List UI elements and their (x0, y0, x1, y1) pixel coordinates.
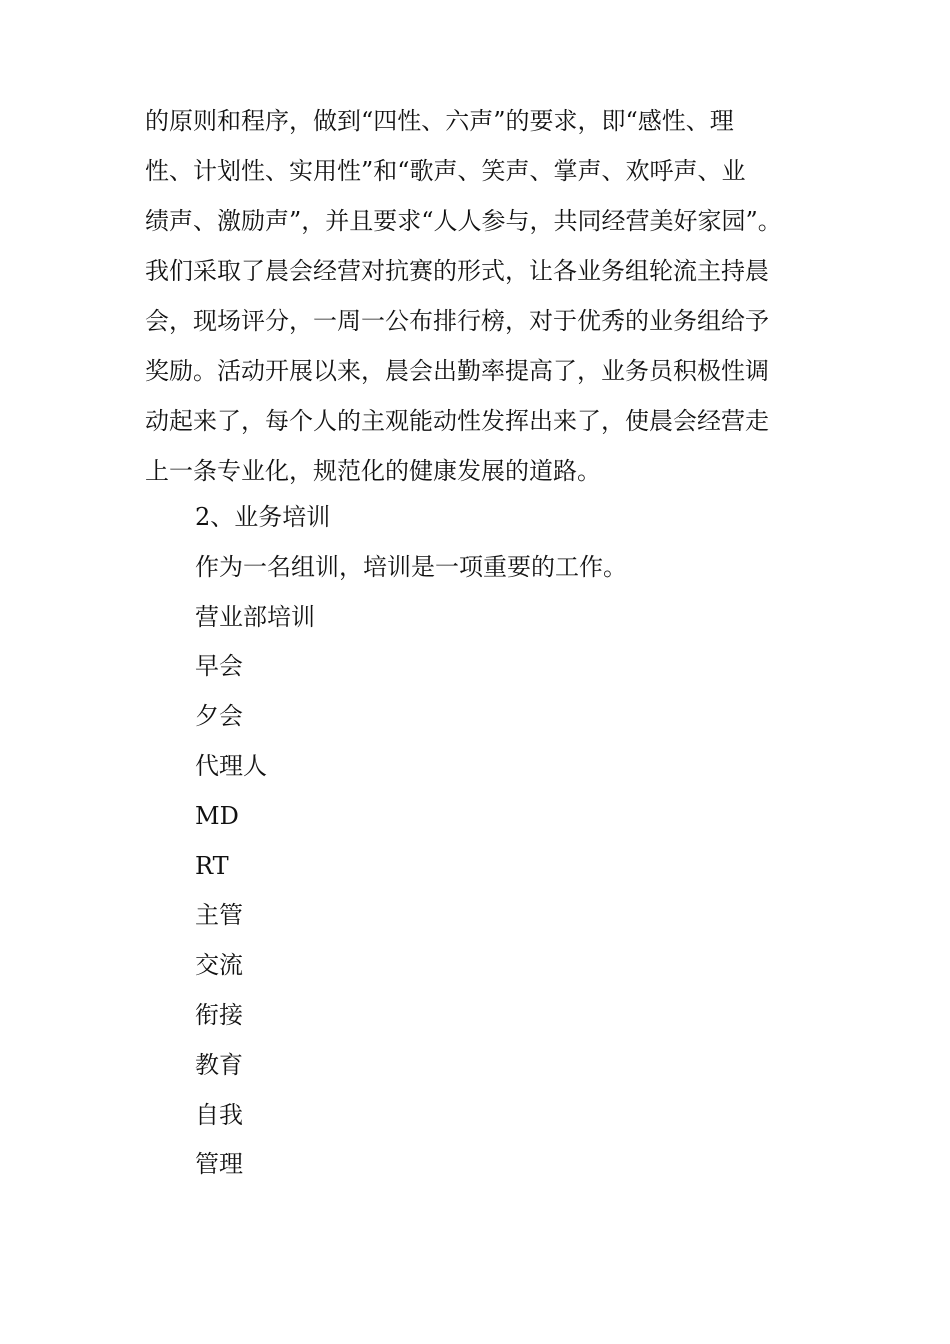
paragraph-line: 奖励。活动开展以来，晨会出勤率提高了，业务员积极性调 (145, 357, 769, 385)
body-paragraph (145, 96, 815, 496)
paragraph-line: 我们采取了晨会经营对抗赛的形式，让各业务组轮流主持晨 (145, 257, 769, 285)
paragraph-line: 的原则和程序，做到“四性、六声”的要求，即“感性、理 (145, 107, 734, 135)
list-item: 衔接 (195, 1000, 243, 1029)
paragraph-line: 动起来了，每个人的主观能动性发挥出来了，使晨会经营走 (145, 407, 769, 435)
list-item: 自我 (195, 1100, 243, 1129)
list-item: 代理人 (195, 751, 267, 780)
list-item: RT (195, 851, 229, 880)
list-item: MD (195, 801, 239, 830)
list-item: 主管 (195, 901, 243, 930)
paragraph-line: 上一条专业化，规范化的健康发展的道路。 (145, 457, 601, 485)
list-item: 夕会 (195, 702, 243, 731)
list-item: 管理 (195, 1150, 243, 1179)
section-intro: 作为一名组训，培训是一项重要的工作。 (195, 552, 627, 581)
section-heading: 2、业务培训 (195, 503, 331, 531)
paragraph-line: 性、计划性、实用性”和“歌声、笑声、掌声、欢呼声、业 (145, 157, 746, 185)
list-item: 交流 (195, 951, 243, 980)
paragraph-line: 会，现场评分，一周一公布排行榜，对于优秀的业务组给予 (145, 307, 769, 335)
list-item: 早会 (195, 652, 243, 681)
list-item: 教育 (195, 1050, 243, 1079)
list-item: 营业部培训 (195, 602, 315, 631)
training-section (195, 493, 815, 1190)
paragraph-line: 绩声、激励声”，并且要求“人人参与，共同经营美好家园”。 (145, 207, 782, 235)
